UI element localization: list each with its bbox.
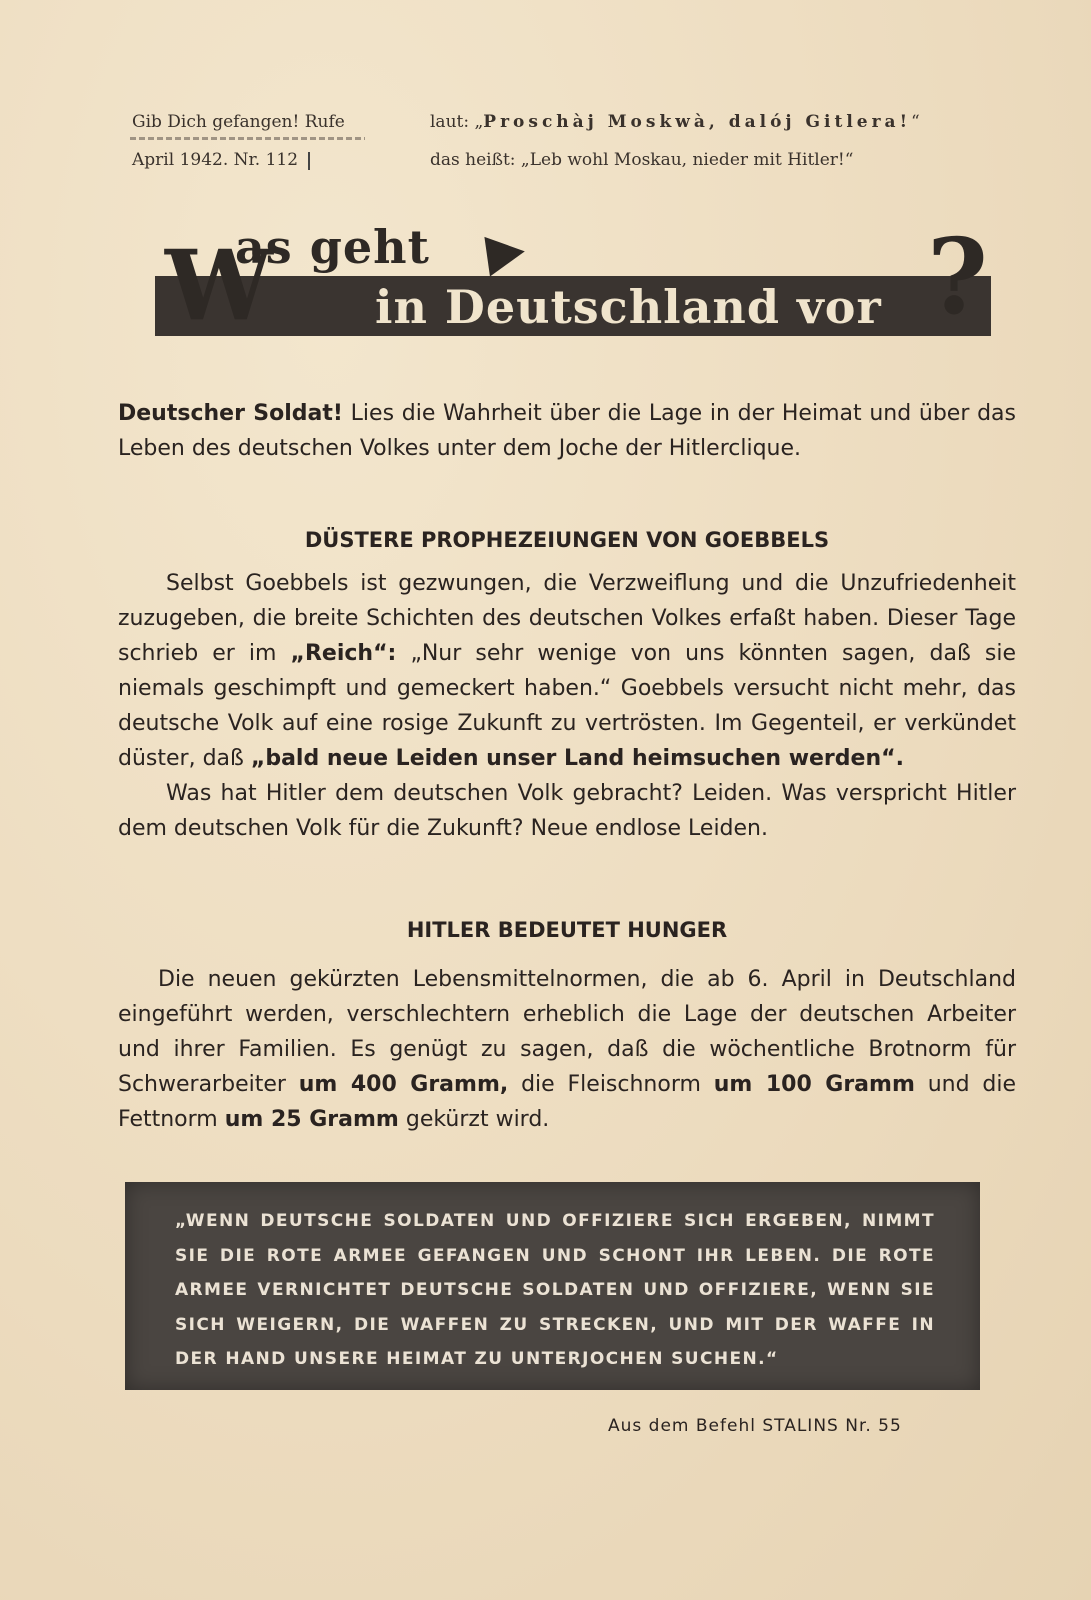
masthead-question-mark: ? bbox=[927, 215, 988, 338]
hunger-bold-fat: um 25 Gramm bbox=[224, 1107, 399, 1132]
intro-bold: Deutscher Soldat! bbox=[118, 401, 343, 426]
goebbels-text-a: Selbst Goebbels ist gezwungen, die Verzweiflung und die Unzufriedenheit zuzugeben, die breite Schichten des deutschen Volkes erfaßt haben. Dieser Tage schrieb er im bbox=[118, 571, 1016, 666]
slogan-suffix: “ bbox=[911, 112, 920, 132]
section-heading-goebbels: DÜSTERE PROPHEZEIUNGEN VON GOEBBELS bbox=[304, 528, 830, 552]
section-heading-hunger: HITLER BEDEUTET HUNGER bbox=[406, 918, 728, 942]
section-body-hunger bbox=[118, 962, 1016, 1137]
header-surrender-call: Gib Dich gefangen! Rufe bbox=[132, 112, 345, 132]
header-divider bbox=[130, 137, 365, 140]
section-body-goebbels bbox=[118, 566, 1016, 846]
masthead-bottom-text: in Deutschland vor bbox=[375, 280, 882, 334]
slogan-prefix: laut: „ bbox=[430, 112, 484, 132]
header-translation: das heißt: „Leb wohl Moskau, nieder mit Hitler!“ bbox=[430, 150, 854, 170]
header-bar bbox=[308, 152, 310, 170]
hunger-bold-bread: um 400 Gramm, bbox=[298, 1072, 509, 1097]
flag-icon bbox=[484, 232, 527, 277]
header-issue-date bbox=[132, 150, 310, 170]
header-slogan bbox=[430, 112, 920, 132]
goebbels-text-c: Was hat Hitler dem deutschen Volk gebracht? Leiden. Was verspricht Hitler dem deutschen Volk für die Zukunft? Neue endlose Leiden. bbox=[118, 781, 1016, 841]
goebbels-text-b: „Nur sehr wenige von uns könnten sagen, daß sie niemals geschimpft und gemeckert haben.“ Goebbels versucht nicht mehr, das deutsche Volk auf eine rosige Zukunft zu vertrösten. Im Gegenteil, er verkündet düster, daß bbox=[118, 641, 1016, 771]
goebbels-reich: „Reich“: bbox=[290, 641, 397, 666]
hunger-text-d: gekürzt wird. bbox=[398, 1107, 550, 1132]
hunger-text-b: die Fleischnorm bbox=[508, 1072, 714, 1097]
hunger-text-c: und die Fettnorm bbox=[118, 1072, 1017, 1132]
slogan-russian: Proschàj Moskwà, dalój Gitlera! bbox=[483, 112, 912, 132]
hunger-bold-meat: um 100 Gramm bbox=[713, 1072, 915, 1097]
masthead-initial: W bbox=[165, 229, 273, 342]
quote-attribution: Aus dem Befehl STALINS Nr. 55 bbox=[608, 1416, 902, 1436]
hunger-text-a: Die neuen gekürzten Lebensmittelnormen, die ab 6. April in Deutschland eingeführt werden, verschlechtern erheblich die Lage der deutschen Arbeiter und ihrer Familien. Es genügt zu sagen, daß die wöchentliche Brotnorm für Schwerarbeiter bbox=[118, 967, 1016, 1097]
issue-label: April 1942. Nr. 112 bbox=[132, 150, 299, 170]
intro-paragraph bbox=[118, 396, 1016, 466]
masthead-top-text: as geht bbox=[235, 220, 430, 274]
stalin-quote-box bbox=[125, 1182, 980, 1390]
stalin-quote-text: „WENN DEUTSCHE SOLDATEN UND OFFIZIERE SICH ERGEBEN, NIMMT SIE DIE ROTE ARMEE GEFANGEN UND SCHONT IHR LEBEN. DIE ROTE ARMEE VERNICHTET DEUTSCHE SOLDATEN UND OFFIZIERE, WENN SIE SICH WEIGERN, DIE WAFFEN ZU STRECKEN, UND MIT DER WAFFE IN DER HAND UNSERE HEIMAT ZU UNTERJOCHEN SUCHEN.“ bbox=[175, 1211, 935, 1369]
intro-text: Lies die Wahrheit über die Lage in der Heimat und über das Leben des deutschen Volkes unter dem Joche der Hitlerclique. bbox=[118, 401, 1016, 461]
goebbels-bold-end: „bald neue Leiden unser Land heimsuchen werden“. bbox=[250, 746, 904, 771]
masthead bbox=[155, 215, 991, 342]
